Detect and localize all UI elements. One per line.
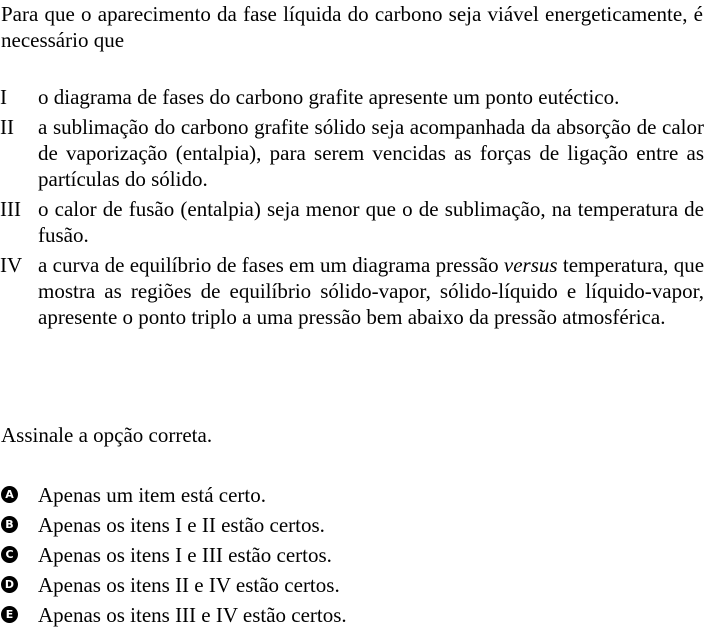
item-text-after: temperatura, que mostra as regiões de equilíbrio sólido-vapor, sólido-líquido e líquido-vapor, apresente o ponto triplo a uma pressão bem abaixo da pressão atmosférica. <box>38 253 705 329</box>
option-a[interactable] <box>0 482 705 512</box>
option-text: Apenas os itens III e IV estão certos. <box>38 603 347 627</box>
question-intro: Para que o aparecimento da fase líquida do carbono seja viável energeticamente, é necessário que <box>1 2 703 52</box>
item-1 <box>0 84 704 110</box>
item-number: I <box>0 85 7 109</box>
option-letter-badge: C <box>1 546 18 563</box>
item-number: III <box>0 197 21 221</box>
item-2 <box>0 114 704 192</box>
item-text-italic: versus <box>503 253 558 277</box>
item-3 <box>0 196 704 248</box>
option-text: Apenas os itens I e II estão certos. <box>38 513 325 537</box>
option-b[interactable] <box>0 512 705 542</box>
option-list <box>0 482 705 632</box>
item-text: o diagrama de fases do carbono grafite apresente um ponto eutéctico. <box>38 85 620 109</box>
option-letter-badge: E <box>1 606 18 623</box>
item-4 <box>0 252 704 330</box>
option-letter-badge: B <box>1 516 18 533</box>
option-letter-badge: D <box>1 576 18 593</box>
option-d[interactable] <box>0 572 705 602</box>
option-text: Apenas os itens I e III estão certos. <box>38 543 332 567</box>
item-number: II <box>0 115 14 139</box>
item-text: o calor de fusão (entalpia) seja menor que o de sublimação, na temperatura de fusão. <box>38 197 704 247</box>
item-text <box>38 252 704 330</box>
answer-prompt: Assinale a opção correta. <box>1 423 213 447</box>
option-e[interactable] <box>0 602 705 632</box>
item-text: a sublimação do carbono grafite sólido seja acompanhada da absorção de calor de vaporização (entalpia), para serem vencidas as forças de ligação entre as partículas do sólido. <box>38 115 704 191</box>
option-text: Apenas um item está certo. <box>38 483 267 507</box>
item-list <box>0 84 705 334</box>
item-text-before: a curva de equilíbrio de fases em um diagrama pressão <box>38 253 499 277</box>
item-number: IV <box>0 253 23 277</box>
option-c[interactable] <box>0 542 705 572</box>
option-letter-badge: A <box>1 486 18 503</box>
option-text: Apenas os itens II e IV estão certos. <box>38 573 340 597</box>
